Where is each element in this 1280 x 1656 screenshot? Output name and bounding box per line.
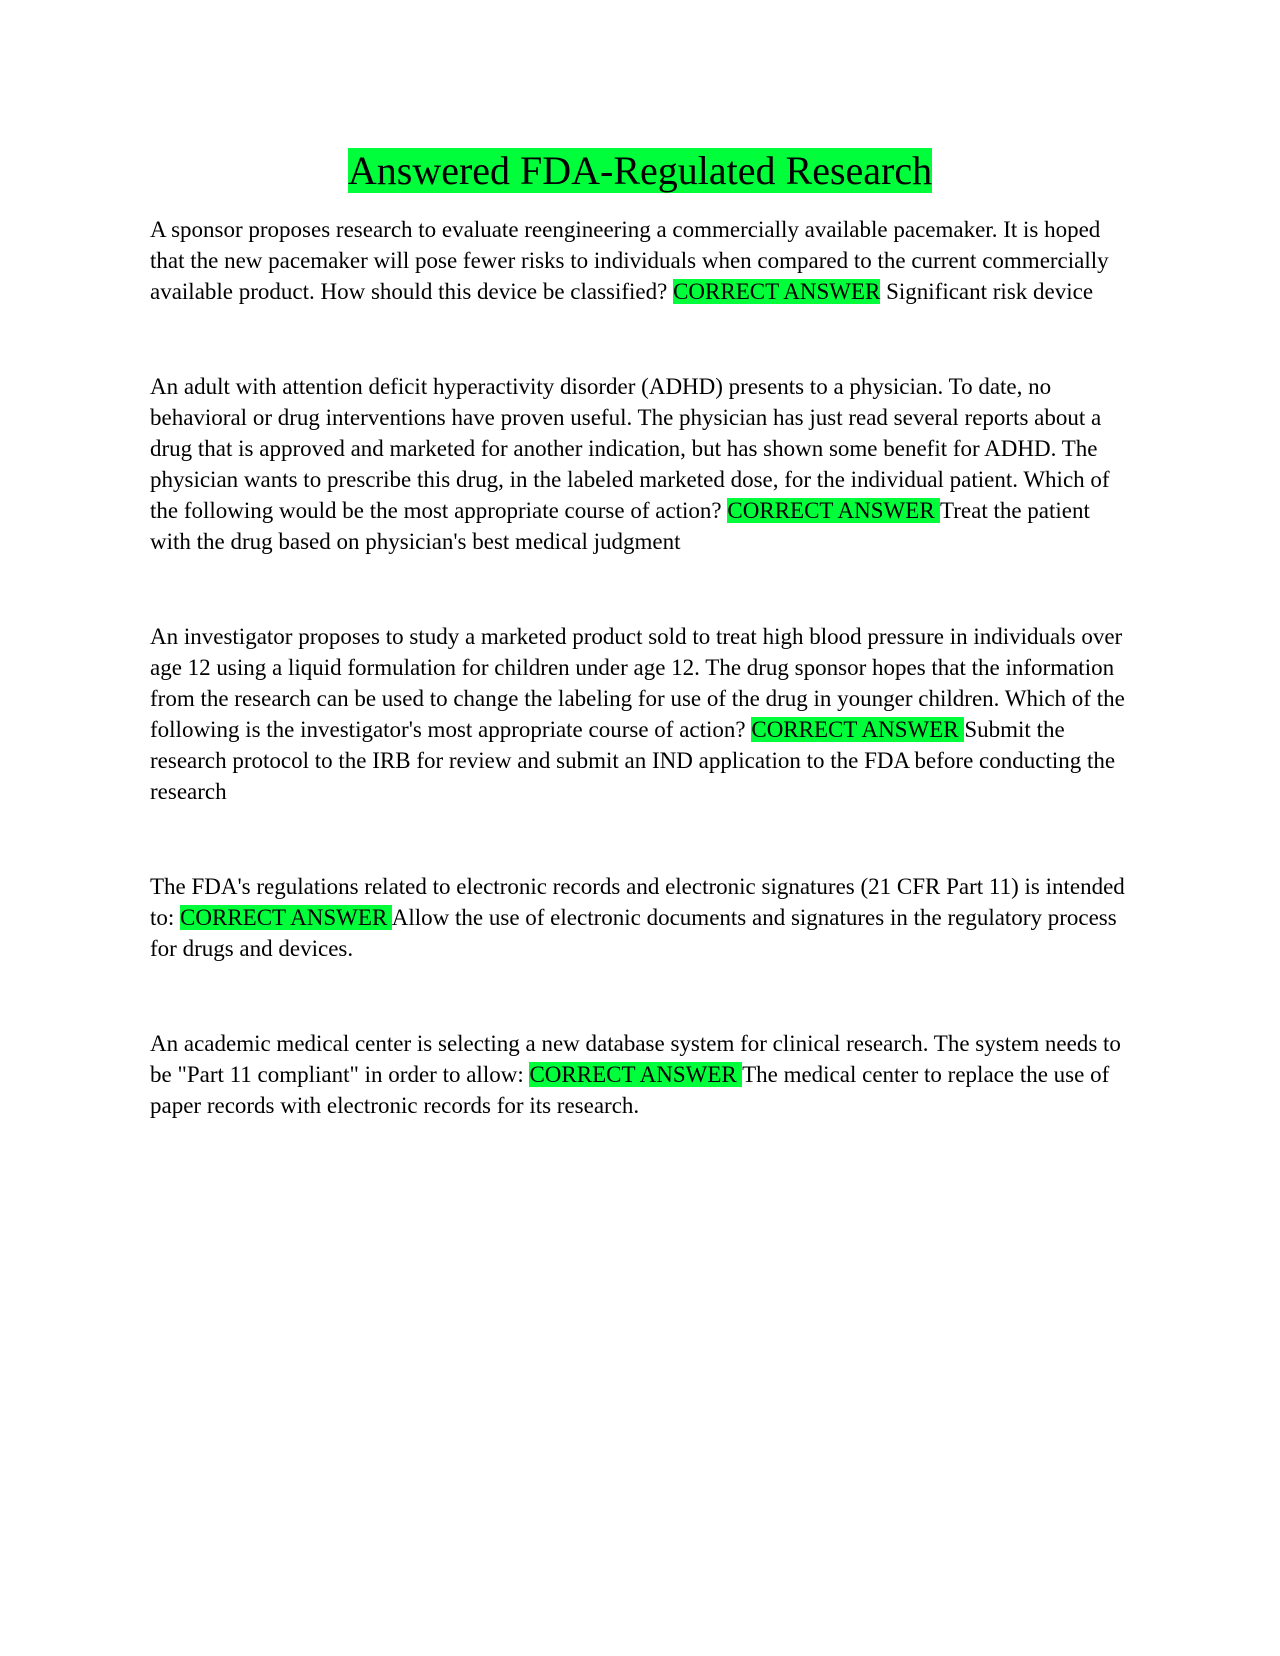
qa-item-3 bbox=[150, 621, 1130, 807]
answer-text: The medical center to replace the use of paper records with electronic records for its research. bbox=[150, 1062, 1110, 1118]
document-title bbox=[150, 146, 1130, 196]
question-text: The FDA's regulations related to electronic records and electronic signatures (21 CFR Part 11) is intended to: bbox=[150, 874, 1125, 930]
question-text: An academic medical center is selecting a new database system for clinical research. The system needs to be "Part 11 compliant" in order to allow: bbox=[150, 1031, 1121, 1087]
correct-answer-marker: CORRECT ANSWER bbox=[180, 905, 392, 930]
qa-item-1 bbox=[150, 214, 1130, 307]
document-title-text: Answered FDA-Regulated Research bbox=[347, 148, 933, 193]
correct-answer-marker: CORRECT ANSWER bbox=[529, 1062, 743, 1087]
document-page bbox=[150, 146, 1130, 1185]
question-text: An investigator proposes to study a marketed product sold to treat high blood pressure in individuals over age 12 using a liquid formulation for children under age 12. The drug sponsor hopes that the information from the research can be used to change the labeling for use of the drug in younger children. Which of the following is the investigator's most appropriate course of action? bbox=[150, 624, 1125, 742]
question-text: A sponsor proposes research to evaluate reengineering a commercially available pacemaker. It is hoped that the new pacemaker will pose fewer risks to individuals when compared to the current commercially available product. How should this device be classified? bbox=[150, 217, 1109, 304]
qa-item-5 bbox=[150, 1028, 1130, 1121]
correct-answer-marker: CORRECT ANSWER bbox=[727, 498, 940, 523]
answer-text: Submit the research protocol to the IRB for review and submit an IND application to the FDA before conducting the research bbox=[150, 717, 1116, 804]
correct-answer-marker: CORRECT ANSWER bbox=[751, 717, 965, 742]
question-text: An adult with attention deficit hyperactivity disorder (ADHD) presents to a physician. To date, no behavioral or drug interventions have proven useful. The physician has just read several reports about a drug that is approved and marketed for another indication, but has shown some benefit for ADHD. The physician wants to prescribe this drug, in the labeled marketed dose, for the individual patient. Which of the following would be the most appropriate course of action? bbox=[150, 374, 1110, 523]
correct-answer-marker: CORRECT ANSWER bbox=[673, 279, 881, 304]
qa-item-4 bbox=[150, 871, 1130, 964]
answer-text: Treat the patient with the drug based on physician's best medical judgment bbox=[150, 498, 1090, 554]
answer-text: Significant risk device bbox=[880, 279, 1094, 304]
answer-text: Allow the use of electronic documents and signatures in the regulatory process for drugs and devices. bbox=[150, 905, 1117, 961]
qa-item-2 bbox=[150, 371, 1130, 557]
